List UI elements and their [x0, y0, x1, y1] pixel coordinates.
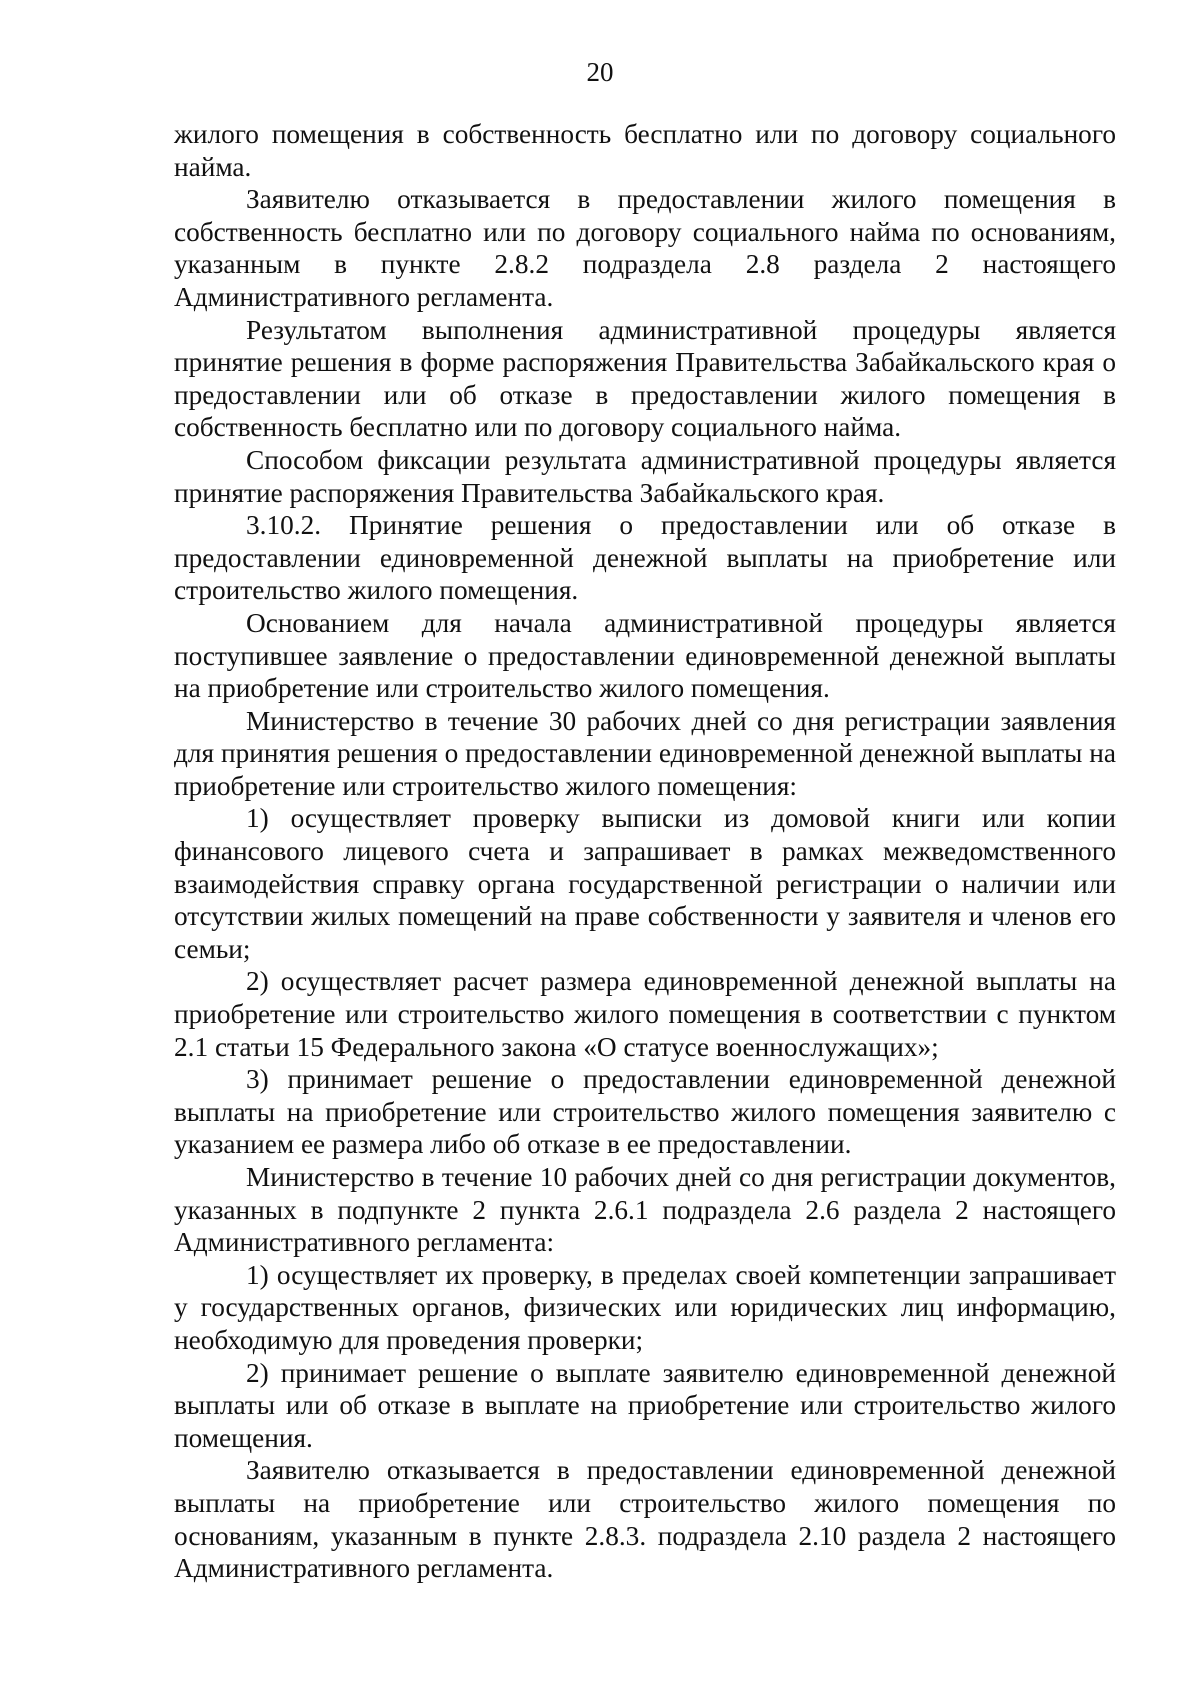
paragraph-refusal-housing: Заявителю отказывается в предоставлении жилого помещения в собственность бесплатно или по договору социального найма по основаниям, указанным в пункте 2.8.2 подраздела 2.8 раздела 2 настоящего Административного регламента.	[174, 184, 1116, 312]
paragraph-result-fixation: Способом фиксации результата административной процедуры является принятие распоряжения Правительства Забайкальского края.	[174, 444, 1116, 508]
document-body	[174, 118, 1116, 1585]
page-number: 20	[586, 57, 614, 87]
paragraph-section-3-10-2: 3.10.2. Принятие решения о предоставлении или об отказе в предоставлении единовременной денежной выплаты на приобретение или строительство жилого помещения.	[174, 510, 1116, 606]
list-item-calculate-payment: 2) осуществляет расчет размера единовременной денежной выплаты на приобретение или строительство жилого помещения в соответствии с пунктом 2.1 статьи 15 Федерального закона «О статусе военнослужащих»;	[174, 966, 1116, 1062]
list-item-check-extract: 1) осуществляет проверку выписки из домовой книги или копии финансового лицевого счета и запрашивает в рамках межведомственного взаимодействия справку органа государственной регистрации о наличии или отсутствии жилых помещений на праве собственности у заявителя и членов его семьи;	[174, 803, 1116, 964]
list-item-verify-documents: 1) осуществляет их проверку, в пределах своей компетенции запрашивает у государственных органов, физических или юридических лиц информацию, необходимую для проведения проверки;	[174, 1259, 1116, 1355]
paragraph-procedure-basis: Основанием для начала административной процедуры является поступившее заявление о предоставлении единовременной денежной выплаты на приобретение или строительство жилого помещения.	[174, 607, 1116, 704]
paragraph-procedure-result: Результатом выполнения административной процедуры является принятие решения в форме распоряжения Правительства Забайкальского края о предоставлении или об отказе в предоставлении жилого помещения в собственность бесплатно или по договору социального найма.	[174, 314, 1116, 443]
paragraph-ministry-10-days: Министерство в течение 10 рабочих дней со дня регистрации документов, указанных в подпункте 2 пункта 2.6.1 подраздела 2.6 раздела 2 настоящего Административного регламента:	[174, 1162, 1116, 1258]
list-item-decision-payment: 3) принимает решение о предоставлении единовременной денежной выплаты на приобретение или строительство жилого помещения заявителю с указанием ее размера либо об отказе в ее предоставлении.	[174, 1064, 1116, 1160]
paragraph-continuation: жилого помещения в собственность бесплатно или по договору социального найма.	[174, 119, 1116, 182]
paragraph-refusal-payment: Заявителю отказывается в предоставлении единовременной денежной выплаты на приобретение или строительство жилого помещения по основаниям, указанным в пункте 2.8.3. подраздела 2.10 раздела 2 настоящего Административного регламента.	[174, 1455, 1116, 1584]
list-item-payment-decision: 2) принимает решение о выплате заявителю единовременной денежной выплаты или об отказе в выплате на приобретение или строительство жилого помещения.	[174, 1357, 1116, 1453]
paragraph-ministry-30-days: Министерство в течение 30 рабочих дней со дня регистрации заявления для принятия решения о предоставлении единовременной денежной выплаты на приобретение или строительство жилого помещения:	[174, 705, 1116, 801]
